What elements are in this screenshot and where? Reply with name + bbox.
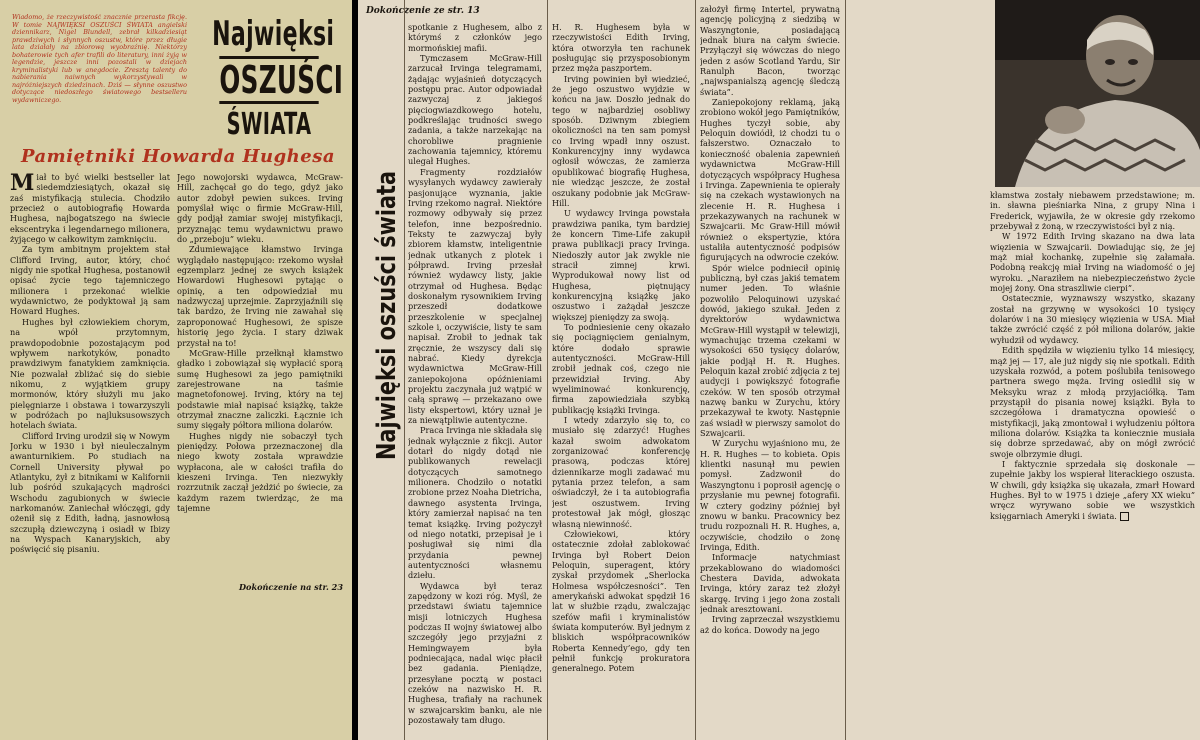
- paragraph: Ostatecznie, wyznawszy wszystko, skazany został na grzywnę w wysokości 10 tysięcy dolarów i na 30 miesięcy więzienia w USA. Miał także zwrócić część z pół miliona dolarów, jakie wyłudził od wydawcy.: [990, 293, 1195, 345]
- series-title-line3: ŚWIATA: [226, 107, 312, 142]
- series-title-line2: OSZUŚCI: [219, 58, 344, 102]
- column-divider: [547, 0, 548, 740]
- column-divider: [404, 0, 405, 740]
- text-column-6: [990, 190, 1195, 738]
- paragraph: Informacje natychmiast przekablowano do wiadomości Chestera Davida, adwokata Irvinga, który zaraz też złożył skargę. Irving i jego żona zostali jednak aresztowani.: [700, 552, 840, 614]
- portrait-illustration: [995, 0, 1200, 187]
- text-column-3: [408, 22, 542, 738]
- paragraph: [990, 459, 1195, 521]
- left-page: [0, 0, 352, 740]
- column-divider: [695, 0, 696, 740]
- paragraph: Edith spędziła w więzieniu tylko 14 miesięcy, mąż jej — 17, ale już nigdy się nie spotkali. Edith uzyskała rozwód, a potem poślubiła tenisowego partnera swego męża. Irving osiedlił się w Meksyku wraz z młodą przyjaciółką. Tam przystąpił do pisania nowej książki. Była to szczegółowa i dramatyczna opowieść o mistyfikacji, jaką zmontował i wyłudzeniu półtora miliona dolarów. Książka ta koniecznie musiała się dobrze sprzedawać, aby on mógł zwrócić swoje olbrzymie długi.: [990, 345, 1195, 459]
- paragraph: W 1972 Edith Irving skazano na dwa lata więzienia w Szwajcarii. Dowiadując się, że jej mąż miał kochankę, zupełnie się załamała. Podobną reakcję miał Irving na wiadomość o jej wyroku. „Naraziłem na niebezpieczeństwo życie mojej żony. Ona straszliwie cierpi”.: [990, 231, 1195, 294]
- paragraph-text: I faktycznie sprzedała się doskonale — zupełnie jakby los wspierał literackiego oszusta. W chwili, gdy książka się ukazała, zmarł Howard Hughes. Był to w 1975 i dzieje „afery XX wieku” wręcz wyrywano sobie we wszystkich księgarniach Ameryki i świata.: [990, 458, 1195, 521]
- series-title: [190, 14, 348, 144]
- paragraph: H. R. Hughesem była w rzeczywistości Edith Irving, która otworzyła ten rachunek posługując się przysposobionym przez męża paszportem.: [552, 22, 690, 74]
- paragraph: Jego nowojorski wydawca, McGraw-Hill, zachęcał go do tego, gdyż jako autor zdobył pewien sukces. Irving pomyślał więc o firmie McGraw-Hill, gdy podjął zamiar swojej mistyfikacji, przyznając temu wydawnictwu prawo do „przeboju” wieku.: [177, 172, 343, 245]
- paragraph: Zaniepokojony reklamą, jaką zrobiono wokół jego Pamiętników, Hughes tyczył sobie, aby Peloquin dowiódł, iż chodzi tu o fałszerstwo. Oznaczało to konieczność obalenia zapewnień wydawnictwa McGraw-Hill dotyczących współpracy Hughesa i Irvinga. Zapewnienia te opierały się na czekach wystawionych na zlecenie H. R. Hughesa i przekazywanych na rachunek w Szwajcarii. Mc Graw-Hill mówił również o ekspertyzie, która ustaliła autentyczność podpisów figurujących na odwrocie czeków.: [700, 97, 840, 263]
- paragraph: Clifford Irving urodził się w Nowym Jorku w 1930 i był nieuleczalnym awanturnikiem. Po studiach na Cornell University pływał po Atlantyku, żył z bitnikami w Kalifornii lub pośród szukających mądrości Wschodu zagubionych w świecie narkomanów. Zaniechał włóczęgi, gdy ożenił się z Edith, ładną, jasnowłosą szczupłą dziewczyną i osiadł w Ibizy na Wyspach Kanaryjskich, aby poświęcić się pisaniu.: [10, 430, 170, 555]
- paragraph: To podniesienie ceny okazało się pociągnięciem genialnym, które dodało sprawie autentyczności. McGraw-Hill zrobił jednak coś, czego nie przewidział Irving. Aby wyeliminować konkurencję, firma zapowiedziała szybką publikację książki Irvinga.: [552, 321, 690, 415]
- text-column-5: [700, 4, 840, 738]
- vertical-title-text: Najwięksi oszuści świata: [372, 170, 402, 461]
- column-divider: [845, 0, 846, 740]
- vertical-title: [370, 160, 402, 480]
- paragraph: Irving powinien był wiedzieć, że jego oszustwo wyjdzie w końcu na jaw. Doszło jednak do tego w najbardziej osobliwy sposób. Dziwnym zbiegiem okoliczności na ten sam pomysł co Irving wpadł inny oszust. Konkurencyjny inny wydawca ogłosił wówczas, że zamierza opublikować biografię Hughesa, nie wiedząc jeszcze, że został oszukany podobnie jak McGraw-Hill.: [552, 73, 690, 208]
- paragraph: Tymczasem McGraw-Hill zarzucał Irvinga telegramami, żądając wyjaśnień dotyczących postępu prac. Autor odpowiadał zazwyczaj z jakiegoś pięciogwiazdkowego hotelu, podkreślając trudności swego zadania, a także narzekając na chorobliwe pragnienie zachowania tajemnicy, któremu ulegał Hughes.: [408, 53, 542, 167]
- paragraph: Spór wielce podniecił opinię publiczną, był czas jakiś tematem numer jeden. To właśnie pozwoliło Peloquinowi uzyskać dowód, jakiego szukał. Jeden z dyrektorów wydawnictwa McGraw-Hill wystąpił w telewizji, wymachując trzema czekami w wysokości 650 tysięcy dolarów, jakie podjął H. R. Hughes. Peloquin kazał zrobić zdjęcia z tej audycji i powiększyć fotografie czeków. W ten sposób otrzymał nazwę banku w Zurychu, który przekazywał te kwoty. Następnie zaś wsiadł w pierwszy samolot do Szwajcarii.: [700, 262, 840, 439]
- paragraph: Zdumiewające kłamstwo Irvinga wyglądało następująco: rzekomo wysłał egzemplarz jednej ze swych książek Howardowi Hughesowi pytając o opinię, a ten odpowiedział mu nadzwyczaj uprzejmie. Zaprzyjaźnili się tak bardzo, że Irving nie zawahał się zaproponować Hughesowi, że spisze historię jego życia. I stary dziwak przystał na to!: [177, 244, 343, 348]
- paragraph: McGraw-Hille przełknął kłamstwo gładko i zobowiązał się wypłacić sporą sumę Hughesowi za jego pamiętniki zarejestrowane na taśmie magnetofonowej. Irving, który na tej podstawie miał napisać książkę, także otrzymał znaczne zaliczki. Łącznie ich sumy sięgały półtora miliona dolarów.: [177, 347, 343, 431]
- text-column-1: [10, 172, 170, 584]
- paragraph: Fragmenty rozdziałów wysyłanych wydawcy zawierały pasjonujące wyznania, jakie Irving rzekomo nagrał. Niektóre rozmowy odbywały się przez telefon, inne bezpośrednio. Teksty te zazwyczaj były zbiorem kłamstw, inteligentnie jednak utkanych z plotek i półprawd. Irving przesłał również wydawcy listy, jakie otrzymał od Hughesa. Będąc doskonałym rysownikiem Irving przeszedł dodatkowe przeszkolenie w specjalnej szkole i, oczywiście, listy te sam napisał. Zrobił to jednak tak zręcznie, że wszyscy dali się nabrać. Kiedy dyrekcja wydawnictwa McGraw-Hill zaniepokojona opóźnieniami projektu zaczynała już wątpić w całą sprawę — przekazano owe listy ekspertowi, który uznał je za niewątpliwie autentyczne.: [408, 166, 542, 426]
- paragraph: spotkanie z Hughesem, albo z którymś z członków jego mormońskiej mafii.: [408, 22, 542, 53]
- paragraph: Wydawca był teraz zapędzony w kozi róg. Myśl, że przedstawi światu tajemnice misji lotniczych Hughesa podczas II wojny światowej albo szczegóły jego przyjaźni z Hemingwayem była podniecająca, nadal więc płacił bez gadania. Pieniądze, przesyłane pocztą w postaci czeków na nazwisko H. R. Hughesa, trafiały na rachunek w szwajcarskim banku, ale nie pozostawały tam długo.: [408, 580, 542, 726]
- series-title-line1: Najwięksi: [212, 14, 335, 54]
- paragraph: U wydawcy Irvinga powstała prawdziwa panika, tym bardziej że koncern Time-Life zakupił prawa publikacji pracy Irvinga. Niedoszły autor jak zwykle nie stracił zimnej krwi. Wyprodukował nowy list od Hughesa, piętnujący konkurencyjną książkę jako oszustwo i zażądał jeszcze większej pieniędzy za swoją.: [552, 208, 690, 322]
- paragraph: Miał to być wielki bestseller lat siedemdziesiątych, okazał się zaś mistyfikacją stulecia. Chodziło przecież o autobiografię Howarda Hughesa, najbogatszego na świecie ekscentryka i legendarnego milionera, żyjącego w całkowitym zamknięciu.: [10, 172, 170, 245]
- paragraph: Hughes nigdy nie sobaczył tych pieniędzy. Połowa przeznaczonej dla niego kwoty została wprawdzie wypłacona, ale w całości trafiła do kieszeni Irvinga. Ten niezwykły rozrzutnik zaczął jeżdżić po świecie, za każdym razem twierdząc, że ma tajemne: [177, 430, 343, 513]
- paragraph: Praca Irvinga nie składała się jednak wyłącznie z fikcji. Autor dotarł do nigdy dotąd nie publikowanych rewelacji dotyczących samotnego milionera. Chodziło o notatki zrobione przez Noaha Dietricha, dawnego asystenta Irvinga, który zamierzał napisać na ten temat książkę. Irving pożyczył od niego notatki, przepisał je i posługiwał się nimi dla przydania pewnej autentyczności własnemu dziełu.: [408, 425, 542, 581]
- paragraph: Irving zaprzeczał wszystkiemu aż do końca. Dowody na jego: [700, 614, 840, 635]
- paragraph: kłamstwa zostały niebawem przedstawione; m. in. sławna pieśniarka Nina, z grupy Nina i Frederick, wyjawiła, że w okresie gdy rzekomo przebywał z żoną, w rzeczywistości był z nią.: [990, 190, 1195, 232]
- right-page: [358, 0, 1200, 740]
- article-subtitle: Pamiętniki Howarda Hughesa: [20, 146, 336, 167]
- paragraph: założył firmę Intertel, prywatną agencję policyjną z siedzibą w Waszyngtonie, posiadającą jednak biura na całym świecie. Przyłączył się wówczas do niego jeden z asów Scotland Yardu, Sir Ranulph Bacon, tworząc „najwspanialszą agencję śledczą świata”.: [700, 4, 840, 97]
- author-photo: [995, 0, 1200, 187]
- paragraph: Za tym ambitnym projektem stał Clifford Irving, autor, który, choć nigdy nie spotkał Hughesa, postanowił opisać życie tego tajemniczego milionera i przekonać wielkie wydawnictwo, że podyktował ją sam Howard Hughes.: [10, 244, 170, 317]
- paragraph: Hughes był człowiekiem chorym, na wpół przytomnym, prawdopodobnie pozostającym pod wpływem narkotyków, ponadto prawdziwym fanatykiem zamknięcia. Nie pozwalał zbliżać się do siebie nikomu, z wyjątkiem grupy mormonów, który służyli mu jako pielęgniarze i obstawa i towarzyszyli w podróżach po najluksusowszych hotelach świata.: [10, 316, 170, 431]
- end-of-article-mark: [1120, 512, 1129, 521]
- paragraph: I wtedy zdarzyło się to, co musiało się zdarzyć! Hughes kazał swoim adwokatom zorganizować konferencję prasową, podczas której dziennikarze mogli zadawać mu pytania przez telefon, a sam oświadczył, że i ta autobiografia jest oszustwem. Irving protestował jak mógł, głosząc własną niewinność.: [552, 415, 690, 529]
- paragraph: Człowiekowi, który ostatecznie zdołał zablokować Irvinga był Robert Deion Peloquin, superagent, który zyskał przydomek „Sherlocka Holmesa współczesności”. Ten amerykański adwokat spędził 16 lat w służbie rządu, zwalczając szefów mafii i kryminalistów świata komputerów. Był jednym z bliskich współpracowników Roberta Kennedy’ego, gdy ten pełnił funkcję prokuratora generalnego. Potem: [552, 528, 690, 674]
- continued-note: Dokończenie na str. 23: [239, 582, 343, 592]
- paragraph: W Zurychu wyjaśniono mu, że H. R. Hughes — to kobieta. Opis klientki nasunął mu pewien pomysł. Zadzwonił do Waszyngtonu i poprosił agencję o przysłanie mu pewnej fotografii. W cztery godziny później był znowu w banku. Pracownicy bez trudu rozpoznali H. R. Hughes, a, oczywiście, chodziło o żonę Irvinga, Edith.: [700, 438, 840, 552]
- continued-from-header: Dokończenie ze str. 13: [366, 6, 480, 16]
- text-column-5b: [850, 4, 990, 184]
- intro-text: Wiadomo, że rzeczywistość znacznie przerasta fikcję. W tomie NAJWIĘKSI OSZUŚCI ŚWIATA angielski dziennikarz, Nigel Blundell, zebrał kilkadziesiąt prawdziwych i słynnych oszustw, które przez długie lata działały na zbiorową wyobraźnię. Niektórzy bohaterowie tych afer trafili do literatury, inni żyją w legendzie, jeszcze inni pozostali w dziejach kryminalistyki lub w anegdocie. Zresztą talenty do nabierania naiwnych wykorzystywali w najróżniejszych dziedzinach. Dziś — słynne oszustwo dotyczące niedoszłego światowego bestselleru wydawniczego.: [12, 14, 187, 105]
- text-column-4: [552, 22, 690, 738]
- text-column-2: [177, 172, 343, 584]
